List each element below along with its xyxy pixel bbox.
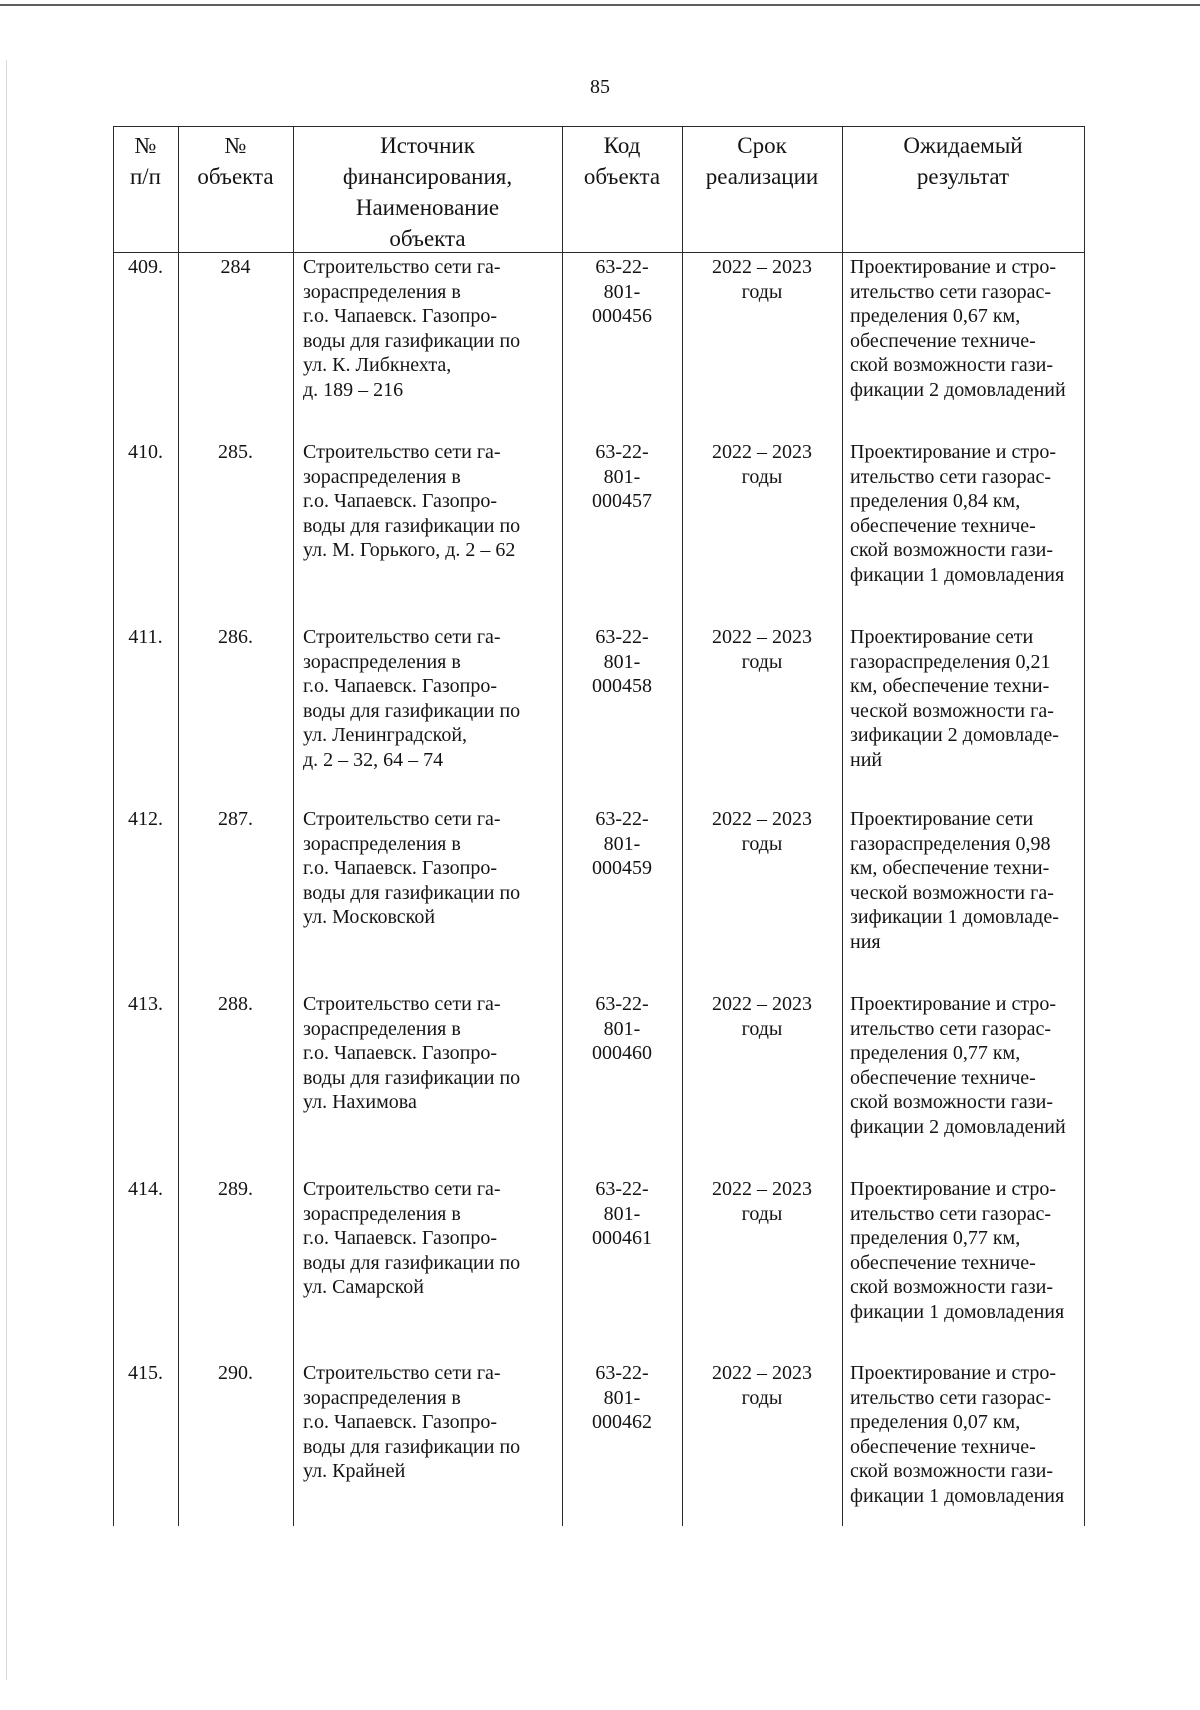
description-line: Строительство сети га-	[303, 1178, 501, 1200]
row-number: 411.	[128, 626, 163, 648]
result-line: пределения 0,77 км,	[850, 1227, 1021, 1249]
result-line: ской возможности гази-	[850, 1091, 1054, 1113]
implementation-term	[682, 625, 842, 674]
result-line: зификации 2 домовладе-	[850, 724, 1059, 746]
header-line: объекта	[197, 164, 274, 189]
term-line: 2022 – 2023	[712, 626, 812, 648]
result-line: газораспределения 0,21	[850, 650, 1051, 673]
result-line: фикации 1 домовладения	[850, 563, 1065, 586]
result-line: газораспределения 0,98	[850, 832, 1051, 855]
description-line: ул. К. Либкнехта,	[303, 354, 452, 376]
row-number: 414.	[128, 1178, 163, 1200]
description-line: Строительство сети га-	[303, 993, 501, 1015]
term-line: 2022 – 2023	[712, 993, 812, 1015]
description-line: г.о. Чапаевск. Газопро-	[303, 675, 498, 697]
result-line: ской возможности гази-	[850, 1276, 1054, 1298]
code-line: 63-22-	[595, 626, 649, 648]
result-line: ской возможности гази-	[850, 539, 1054, 561]
result-line: ительство сети газорас-	[850, 1386, 1052, 1409]
header-term	[682, 130, 842, 192]
code-line: 000459	[592, 857, 652, 879]
result-line: фикации 1 домовладения	[850, 1484, 1065, 1507]
header-result	[842, 130, 1084, 192]
row-number: 409.	[128, 256, 163, 278]
description-line: д. 2 – 32, 64 – 74	[303, 748, 444, 771]
header-line: №	[134, 133, 157, 158]
description-line: г.о. Чапаевск. Газопро-	[303, 1042, 498, 1064]
code-line: 000462	[592, 1411, 652, 1433]
description-line: зораспределения в	[303, 832, 461, 855]
result-line: обеспечение техниче-	[850, 514, 1036, 537]
header-line: Источник	[380, 133, 475, 158]
implementation-term	[682, 1177, 842, 1226]
header-line: п/п	[129, 164, 161, 189]
code-line: 000458	[592, 675, 652, 697]
term-line: 2022 – 2023	[712, 441, 812, 463]
description-line: воды для газификации по	[303, 699, 521, 722]
term-line: 2022 – 2023	[712, 1362, 812, 1384]
code-line: 801-	[603, 1386, 641, 1409]
result-line: км, обеспечение техни-	[850, 857, 1050, 879]
table-row	[113, 255, 1085, 430]
code-line: 63-22-	[595, 256, 649, 278]
implementation-term	[682, 807, 842, 856]
expected-result	[850, 440, 1082, 587]
header-line: объекта	[583, 164, 661, 189]
table-row	[113, 625, 1085, 800]
code-line: 801-	[603, 1202, 641, 1225]
header-object	[178, 130, 293, 192]
header-line: Ожидаемый	[903, 133, 1023, 158]
description-line: зораспределения в	[303, 280, 461, 303]
expected-result	[850, 992, 1082, 1139]
term-line: годы	[741, 1386, 783, 1409]
term-line: годы	[741, 832, 783, 855]
table-rule-header-bottom	[113, 252, 1085, 253]
table-row	[113, 1177, 1085, 1352]
row-number: 415.	[128, 1362, 163, 1384]
object-description	[303, 440, 561, 563]
description-line: ул. Ленинградской,	[303, 724, 468, 746]
result-line: ской возможности гази-	[850, 354, 1054, 376]
objects-table	[113, 126, 1085, 1526]
scan-left-edge	[6, 60, 7, 1680]
term-line: годы	[741, 280, 783, 303]
header-line: Срок	[737, 133, 787, 158]
description-line: г.о. Чапаевск. Газопро-	[303, 490, 498, 512]
expected-result	[850, 625, 1082, 772]
code-line: 63-22-	[595, 1362, 649, 1384]
result-line: пределения 0,84 км,	[850, 490, 1021, 512]
description-line: ул. Самарской	[303, 1276, 424, 1298]
description-line: Строительство сети га-	[303, 441, 501, 463]
expected-result	[850, 1361, 1082, 1508]
result-line: Проектирование и стро-	[850, 1178, 1057, 1200]
code-line: 801-	[603, 280, 641, 303]
description-line: зораспределения в	[303, 465, 461, 488]
code-line: 000457	[592, 490, 652, 512]
object-description	[303, 255, 561, 402]
object-number: 286.	[218, 626, 253, 648]
object-code	[562, 807, 682, 881]
expected-result	[850, 255, 1082, 402]
description-line: воды для газификации по	[303, 1435, 521, 1458]
description-line: д. 189 – 216	[303, 378, 404, 401]
implementation-term	[682, 1361, 842, 1410]
result-line: Проектирование и стро-	[850, 1362, 1057, 1384]
object-code	[562, 440, 682, 514]
result-line: ческой возможности га-	[850, 699, 1054, 722]
header-source	[293, 130, 562, 254]
result-line: ительство сети газорас-	[850, 465, 1052, 488]
object-description	[303, 625, 561, 772]
table-row	[113, 807, 1085, 982]
description-line: Строительство сети га-	[303, 808, 501, 830]
description-line: Строительство сети га-	[303, 1362, 501, 1384]
header-line: Код	[603, 133, 641, 158]
description-line: зораспределения в	[303, 1386, 461, 1409]
implementation-term	[682, 440, 842, 489]
description-line: г.о. Чапаевск. Газопро-	[303, 1411, 498, 1433]
description-line: зораспределения в	[303, 1017, 461, 1040]
row-number: 412.	[128, 808, 163, 830]
code-line: 63-22-	[595, 993, 649, 1015]
result-line: км, обеспечение техни-	[850, 675, 1050, 697]
description-line: воды для газификации по	[303, 329, 521, 352]
result-line: пределения 0,07 км,	[850, 1411, 1021, 1433]
term-line: годы	[741, 650, 783, 673]
table-rule-top	[113, 126, 1085, 127]
object-code	[562, 1177, 682, 1251]
term-line: годы	[741, 1017, 783, 1040]
result-line: обеспечение техниче-	[850, 1251, 1036, 1274]
result-line: фикации 1 домовладения	[850, 1300, 1065, 1323]
object-code	[562, 255, 682, 329]
code-line: 801-	[603, 1017, 641, 1040]
header-line: №	[224, 133, 247, 158]
code-line: 000460	[592, 1042, 652, 1064]
code-line: 63-22-	[595, 1178, 649, 1200]
object-number: 288.	[218, 993, 253, 1015]
code-line: 63-22-	[595, 441, 649, 463]
object-number: 289.	[218, 1178, 253, 1200]
object-description	[303, 807, 561, 930]
description-line: зораспределения в	[303, 1202, 461, 1225]
result-line: обеспечение техниче-	[850, 329, 1036, 352]
header-line: объекта	[389, 226, 466, 251]
term-line: годы	[741, 1202, 783, 1225]
result-line: пределения 0,77 км,	[850, 1042, 1021, 1064]
table-row	[113, 992, 1085, 1167]
description-line: ул. Московской	[303, 906, 436, 928]
result-line: зификации 1 домовладе-	[850, 906, 1059, 928]
code-line: 801-	[603, 650, 641, 673]
result-line: ительство сети газорас-	[850, 1017, 1052, 1040]
description-line: г.о. Чапаевск. Газопро-	[303, 305, 498, 327]
row-number: 413.	[128, 993, 163, 1015]
result-line: Проектирование сети	[850, 808, 1034, 830]
expected-result	[850, 807, 1082, 954]
term-line: 2022 – 2023	[712, 1178, 812, 1200]
expected-result	[850, 1177, 1082, 1324]
implementation-term	[682, 992, 842, 1041]
code-line: 000461	[592, 1227, 652, 1249]
object-code	[562, 992, 682, 1066]
result-line: ительство сети газорас-	[850, 1202, 1052, 1225]
header-line: Наименование	[355, 195, 500, 220]
object-number: 287.	[218, 808, 253, 830]
page-number: 85	[590, 76, 610, 98]
header-line: финансирования,	[342, 164, 513, 189]
result-line: Проектирование и стро-	[850, 441, 1057, 463]
header-line: реализации	[705, 164, 819, 189]
description-line: Строительство сети га-	[303, 626, 501, 648]
header-num	[113, 130, 178, 192]
description-line: воды для газификации по	[303, 1066, 521, 1089]
description-line: ул. Крайней	[303, 1460, 406, 1482]
description-line: ул. Нахимова	[303, 1091, 417, 1113]
object-number: 285.	[218, 441, 253, 463]
description-line: ул. М. Горького, д. 2 – 62	[303, 539, 516, 561]
object-description	[303, 992, 561, 1115]
header-code	[562, 130, 682, 192]
code-line: 801-	[603, 832, 641, 855]
term-line: 2022 – 2023	[712, 256, 812, 278]
row-number: 410.	[128, 441, 163, 463]
result-line: ческой возможности га-	[850, 881, 1054, 904]
description-line: г.о. Чапаевск. Газопро-	[303, 1227, 498, 1249]
object-description	[303, 1361, 561, 1484]
result-line: Проектирование и стро-	[850, 256, 1057, 278]
object-description	[303, 1177, 561, 1300]
description-line: воды для газификации по	[303, 1251, 521, 1274]
result-line: Проектирование сети	[850, 626, 1034, 648]
code-line: 000456	[592, 305, 652, 327]
result-line: ской возможности гази-	[850, 1460, 1054, 1482]
result-line: пределения 0,67 км,	[850, 305, 1021, 327]
description-line: воды для газификации по	[303, 514, 521, 537]
result-line: Проектирование и стро-	[850, 993, 1057, 1015]
description-line: г.о. Чапаевск. Газопро-	[303, 857, 498, 879]
result-line: ния	[850, 930, 881, 953]
result-line: ний	[850, 748, 883, 771]
table-row	[113, 1361, 1085, 1536]
implementation-term	[682, 255, 842, 304]
code-line: 801-	[603, 465, 641, 488]
term-line: годы	[741, 465, 783, 488]
description-line: Строительство сети га-	[303, 256, 501, 278]
result-line: обеспечение техниче-	[850, 1435, 1036, 1458]
result-line: ительство сети газорас-	[850, 280, 1052, 303]
result-line: обеспечение техниче-	[850, 1066, 1036, 1089]
header-line: результат	[916, 164, 1010, 189]
scan-top-border	[0, 4, 1200, 6]
code-line: 63-22-	[595, 808, 649, 830]
description-line: зораспределения в	[303, 650, 461, 673]
term-line: 2022 – 2023	[712, 808, 812, 830]
object-number: 284	[220, 256, 251, 278]
object-number: 290.	[218, 1362, 253, 1384]
table-row	[113, 440, 1085, 615]
result-line: фикации 2 домовладений	[850, 378, 1066, 401]
result-line: фикации 2 домовладений	[850, 1115, 1066, 1138]
object-code	[562, 1361, 682, 1435]
description-line: воды для газификации по	[303, 881, 521, 904]
object-code	[562, 625, 682, 699]
